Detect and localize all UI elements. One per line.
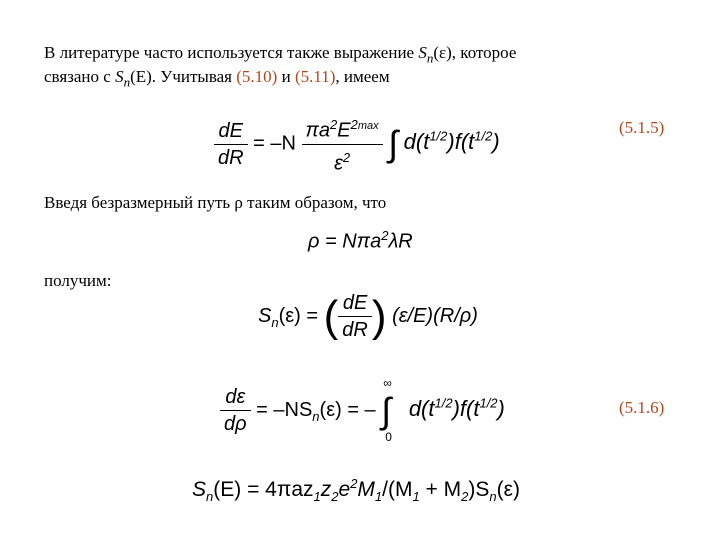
paragraph-line-1: В литературе часто используется также выражение $S_n(\varepsilon)$, которое <box>44 43 517 66</box>
integral-sign-2: ∫ ∞ 0 <box>381 375 392 444</box>
equation-Sn-E: $S_n(E) = 4\pi az_1z_2e^2M_1/(M_1 + M_2)S_n(\varepsilon)$ <box>192 476 520 505</box>
equation-5-1-6: $\frac{d\varepsilon}{d\rho}$ = $-NS_n(\varepsilon)$ = – ∫ ∞ 0 $d(t^{1/2})f(t^{1/2})$ <box>220 384 505 437</box>
equation-number-5-1-5: (5.1.5) <box>619 118 665 137</box>
integral-sign: ∫ <box>388 123 399 165</box>
fraction-dE-dR: $\frac{dE}{dR}$ <box>214 118 248 171</box>
equation-number-5-1-6: (5.1.6) <box>619 398 665 417</box>
reference-link-5-10[interactable]: (5.10) <box>236 67 278 86</box>
paragraph-2: Введя безразмерный путь ρ таким образом, что <box>44 193 387 212</box>
paragraph-line-2: связано с $S_n(E)$. Учитывая (5.10) и (5.11), имеем <box>44 67 390 90</box>
reference-link-5-11[interactable]: (5.11) <box>294 67 336 86</box>
fraction-deps-drho: $\frac{d\varepsilon}{d\rho}$ <box>220 384 251 437</box>
equation-5-1-5: $\frac{dE}{dR}$ = –N $\frac{\pi a^2E^{2max}}{\varepsilon^2}$ ∫ $d(t^{1/2})f(t^{1/2})$ <box>214 112 500 176</box>
equation-rho: ρ = Nπa$^2$λR <box>308 228 413 253</box>
equation-Sn-epsilon: $S_n(\varepsilon)$ = ( $\frac{dE}{dR}$ ) (ε/E)(R/ρ) <box>258 291 478 341</box>
fraction-energy: $\frac{\pi a^2E^{2max}}{\varepsilon^2}$ <box>302 112 383 176</box>
paragraph-3: получим: <box>44 271 112 290</box>
fraction-dE-dR-2: $\frac{dE}{dR}$ <box>338 290 372 343</box>
